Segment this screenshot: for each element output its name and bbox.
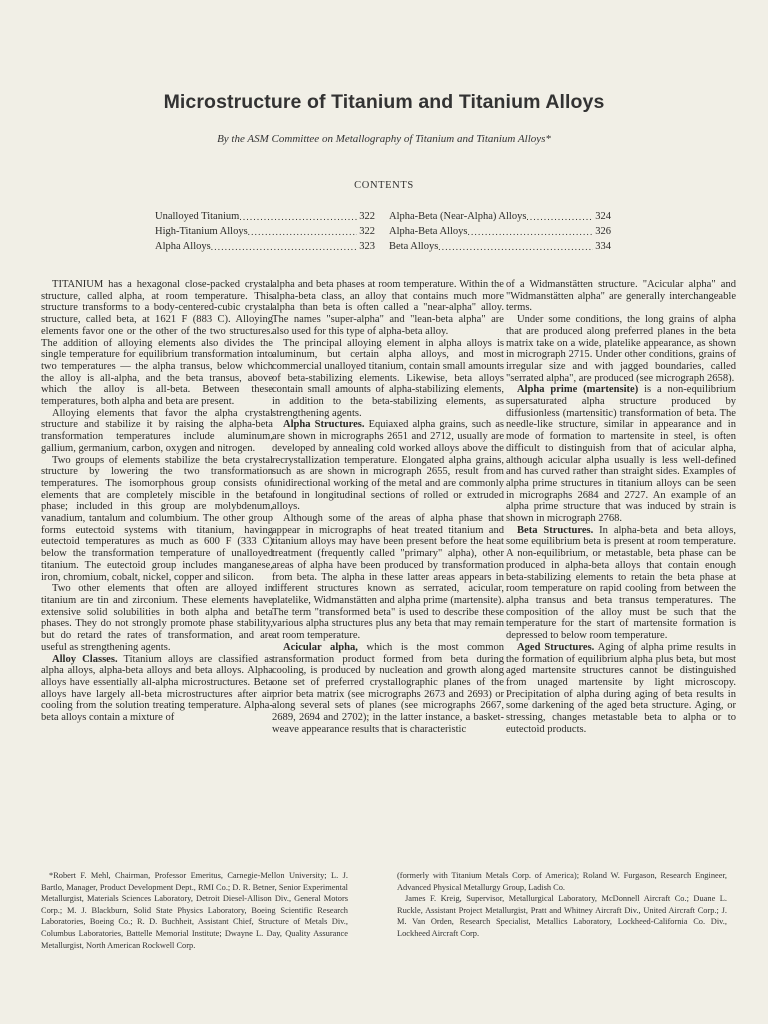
run-in-heading: Alloy Classes.: [52, 653, 118, 665]
toc-leader: [526, 210, 593, 225]
toc-leader: [248, 225, 358, 240]
toc-entry-page: 322: [359, 226, 375, 237]
paragraph: The principal alloying element in alpha alloys is aluminum, but certain alpha alloys, and most commercial unalloyed titanium, contain small amounts of beta-stabilizing elements. Likewise, beta alloys contain small amounts of alpha-stabilizing elements, in addition to the beta-stabilizing elements, as strengthening agents.: [272, 337, 504, 419]
toc-leader: [438, 240, 593, 255]
toc-entry-page: 323: [359, 241, 375, 252]
paragraph: of a Widmanstätten structure. "Acicular alpha" and "Widmanstätten alpha" are generally interchangeable terms.: [506, 279, 736, 314]
toc-entry-page: 322: [359, 211, 375, 222]
toc-entry-label: Beta Alloys: [389, 241, 439, 252]
paragraph: Alpha Structures. Equiaxed alpha grains, such as are shown in micrographs 2651 and 2712, usually are developed by annealing cold worked alloys above the recrystallization temperature. Elongated alpha grains, such as are shown in micrograph 2655, result from unidirectional working of the metal and are commonly found in longitudinal sections of rolled or extruded alloys.: [272, 419, 504, 513]
page-title: Microstructure of Titanium and Titanium Alloys: [163, 91, 605, 113]
footnote-text: (formerly with Titanium Metals Corp. of America); Roland W. Furgason, Research Engineer, Advanced Physical Metallurgy Group, Ladish Co.: [397, 871, 727, 892]
toc-leader: [211, 240, 358, 255]
body-column-2: [272, 279, 504, 735]
run-in-heading: Acicular alpha,: [283, 641, 358, 653]
body-column-3: [506, 279, 736, 735]
toc-entry-label: High-Titanium Alloys: [155, 226, 248, 237]
toc-entry[interactable]: [155, 210, 375, 225]
paragraph: Although some of the areas of alpha phase that appear in micrographs of heat treated titanium and titanium alloys may have been present before the heat treatment (frequently called "primary" alpha), other areas of alpha have been produced by transformation from beta. The alpha in these latter areas appears in different structures known as serrated, acicular, platelike, Widmanstätten and alpha prime (martensite). The term "transformed beta" is used to describe these various alpha structures plus any beta that may remain at room temperature.: [272, 513, 504, 642]
toc-entry-label: Unalloyed Titanium: [155, 211, 240, 222]
toc-entry[interactable]: [155, 225, 375, 240]
toc-left: [155, 210, 375, 255]
paragraph: Two groups of elements stabilize the beta crystal structure by lowering the two transformation temperatures. The isomorphous group consists of elements that are completely miscible in the beta phase; included in this group are molybdenum, vanadium, tantalum and columbium. The other group forms eutectoid systems with titanium, having eutectoid temperatures as much as 600 F (333 C) below the transformation temperature of unalloyed titanium. The eutectoid group includes manganese, iron, chromium, cobalt, nickel, copper and silicon.: [41, 454, 273, 583]
paragraph: Alloying elements that favor the alpha crystal structure and stabilize it by raising the alpha-beta transformation temperatures include aluminum, gallium, germanium, carbon, oxygen and nitrogen.: [41, 407, 273, 454]
footnote-text: James F. Kreig, Supervisor, Metallurgical Laboratory, McDonnell Aircraft Co.; Duane L. Ruckle, Assistant Project Metallurgist, Pratt and Whitney Aircraft Div., United Aircraft Corp.; J. M. Van Orden, Research Specialist, Metallics Laboratory, Lockheed-California Co. Div., Lockheed Aircraft Corp.: [397, 894, 727, 938]
toc-entry-page: 324: [595, 211, 611, 222]
paragraph: Aged Structures. Aging of alpha prime results in the formation of equilibrium alpha plus beta, but most aged martensite structures cannot be distinguished from unaged martensite by light microscopy. Precipitation of alpha during aging of beta results in some darkening of the aged beta structure. Aging, or stressing, changes metastable beta to alpha or to eutectoid products.: [506, 641, 736, 735]
run-in-heading: Beta Structures.: [517, 524, 594, 536]
toc-leader: [239, 210, 357, 225]
contents-heading: CONTENTS: [354, 180, 414, 191]
toc-entry[interactable]: [389, 210, 611, 225]
toc-right: [389, 210, 611, 255]
toc-entry[interactable]: [389, 240, 611, 255]
footnote-left: [41, 870, 348, 951]
run-in-heading: Alpha Structures.: [283, 419, 365, 431]
toc-entry-label: Alpha Alloys: [155, 241, 211, 252]
paragraph: Under some conditions, the long grains of alpha that are produced along preferred planes in the beta matrix take on a wide, platelike appearance, as shown in micrograph 2715. Under other conditions, grains of irregular size and with jagged boundaries, called "serrated alpha", are produced (see micrograph 2658).: [506, 314, 736, 384]
run-in-heading: Alpha prime (martensite): [517, 384, 639, 396]
toc-entry-page: 334: [595, 241, 611, 252]
paragraph: Alpha prime (martensite) is a non-equilibrium supersaturated alpha structure produced by diffusionless (martensitic) transformation of beta. The needle-like structure, similar in appearance and in mode of formation to martensite in steel, is often difficult to distinguish from that of acicular alpha, although acicular alpha usually is less well-defined and has curved rather than straight sides. Examples of alpha prime structures in titanium alloys can be seen in micrographs 2684 and 2727. An example of an alpha prime structure that was induced by strain is shown in micrograph 2768.: [506, 384, 737, 525]
paragraph: TITANIUM has a hexagonal close-packed crystal structure, called alpha, at room temperature. This structure transforms to a body-centered-cubic crystal structure, called beta, at 1621 F (883 C). Alloying elements favor one or the other of the two structures. The addition of alloying elements also divides the single temperature for equilibrium transformation into two temperatures — the alpha transus, below which the alloy is all-alpha, and the beta transus, above which the alloy is all-beta. Between these temperatures, both alpha and beta are present.: [41, 279, 273, 408]
toc-entry-label: Alpha-Beta (Near-Alpha) Alloys: [389, 211, 527, 222]
lead-word: TITANIUM: [52, 279, 104, 290]
toc-entry-label: Alpha-Beta Alloys: [389, 226, 468, 237]
paragraph: Acicular alpha, which is the most common transformation product formed from beta during cooling, is produced by nucleation and growth along one set of preferred crystallographic planes of the prior beta matrix (see micrographs 2673 and 2693) or along several sets of planes (see micrographs 2667, 2689, 2694 and 2702); in the latter instance, a basket-weave appearance results that is characteristic: [272, 641, 504, 735]
paragraph: Beta Structures. In alpha-beta and beta alloys, some equilibrium beta is present at room temperature. A non-equilibrium, or metastable, beta phase can be produced in alpha-beta alloys that contain enough beta-stabilizing elements to retain the beta phase at room temperature on rapid cooling from between the alpha transus and beta transus temperatures. The composition of the alloy must be such that the temperature for the start of martensite formation is depressed to below room temperature.: [506, 524, 736, 642]
paragraph: Two other elements that often are alloyed in titanium are tin and zirconium. These elements have extensive solid solubilities in both alpha and beta phases. They do not strongly promote phase stability, but do retard the rates of transformation, and are useful as strengthening agents.: [41, 583, 273, 653]
toc-entry-page: 326: [595, 226, 611, 237]
run-in-heading: Aged Structures.: [517, 641, 595, 653]
body-column-1: [41, 279, 273, 724]
footnote-text: *Robert F. Mehl, Chairman, Professor Emeritus, Carnegie-Mellon University; L. J. Bartlo, Manager, Product Development Dept., RMI Co.; D. R. Betner, Senior Experimental Metallurgist, Materials Sciences Laboratory, Detroit Diesel-Allison Div., General Motors Corp.; M. J. Blackburn, Solid State Physics Laboratory, Boeing Scientific Research Laboratories, Boeing Co.; R. D. Buchheit, Assistant Chief, Structure of Metals Div., Columbus Laboratories, Battelle Memorial Institute; Dwayne L. Day, Quality Assurance Metallurgist, North American Rockwell Corp.: [41, 871, 348, 950]
toc-leader: [467, 225, 593, 240]
footnote-right: [397, 870, 727, 940]
toc-entry[interactable]: [389, 225, 611, 240]
paragraph: Alloy Classes. Titanium alloys are classified as alpha alloys, alpha-beta alloys and beta alloys. Alpha alloys have essentially all-alpha microstructures. Beta alloys have largely all-beta microstructures after air cooling from the solution treating temperature. Alpha-beta alloys contain a mixture of: [41, 653, 273, 724]
paragraph: alpha and beta phases at room temperature. Within the alpha-beta class, an alloy that contains much more alpha than beta is often called a "near-alpha" alloy. The names "super-alpha" and "lean-beta alpha" are also used for this type of alpha-beta alloy.: [272, 279, 504, 337]
byline: By the ASM Committee on Metallography of Titanium and Titanium Alloys*: [217, 133, 551, 145]
toc-entry[interactable]: [155, 240, 375, 255]
